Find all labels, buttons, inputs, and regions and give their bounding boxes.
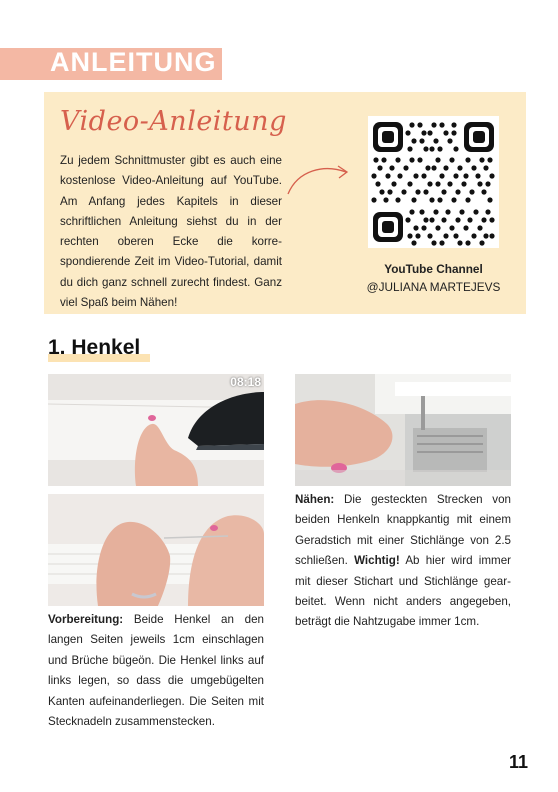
curved-arrow-icon [284, 160, 354, 200]
important-label: Wichtig! [354, 554, 400, 568]
preparation-label: Vorbereitung: [48, 613, 124, 626]
page-heading: ANLEITUNG [50, 47, 217, 77]
qr-caption-handle: @JULIANA MARTEJEVS [366, 280, 501, 294]
photo-sewing-machine [295, 374, 511, 486]
page-number: 11 [509, 752, 529, 772]
sewing-text-2: Ab hier wird immer mit dieser Stichart und Stichlänge gearbeitet. Wenn nicht anders angegeben, beträgt die Nahtzugabe immer 1cm. [295, 554, 512, 629]
qr-code[interactable] [368, 116, 499, 248]
qr-caption-title: YouTube Channel [384, 262, 483, 276]
preparation-paragraph [48, 610, 264, 732]
photo-ironing [48, 374, 264, 486]
video-timestamp: 08:18 [230, 375, 261, 389]
photo-pinning [48, 494, 264, 606]
sewing-label: Nähen: [295, 493, 335, 506]
sewing-paragraph [295, 490, 511, 633]
video-guide-heading: Video-Anleitung [60, 106, 287, 137]
video-guide-text: Zu jedem Schnittmuster gibt es auch eine kostenlose Video-Anleitung auf YouTube. Am Anfang jedes Kapitels in dieser schriftlichen Anleitung siehst du in der rechten oberen Ecke die korrespondierende Zeit im Video-Tutorial, damit du dich ganz schnell zurecht findest. Ganz viel Spaß beim Nähen! [60, 154, 282, 310]
section-title: 1. Henkel [48, 336, 141, 359]
preparation-text: Beide Henkel an den langen Seiten jeweils 1cm einschlagen und Brüche bügeön. Die Henkel links auf links legen, so dass die umgebügelten Kanten aufeinanderliegen. Die Seiten mit Stecknadeln zusammenstecken. [48, 613, 264, 729]
sewing-text-1: Die gesteckten Strecken von beiden Henkeln knappkantig mit einem Geradstich mit einer Stichlänge von 2.5 schließen. [295, 493, 511, 568]
